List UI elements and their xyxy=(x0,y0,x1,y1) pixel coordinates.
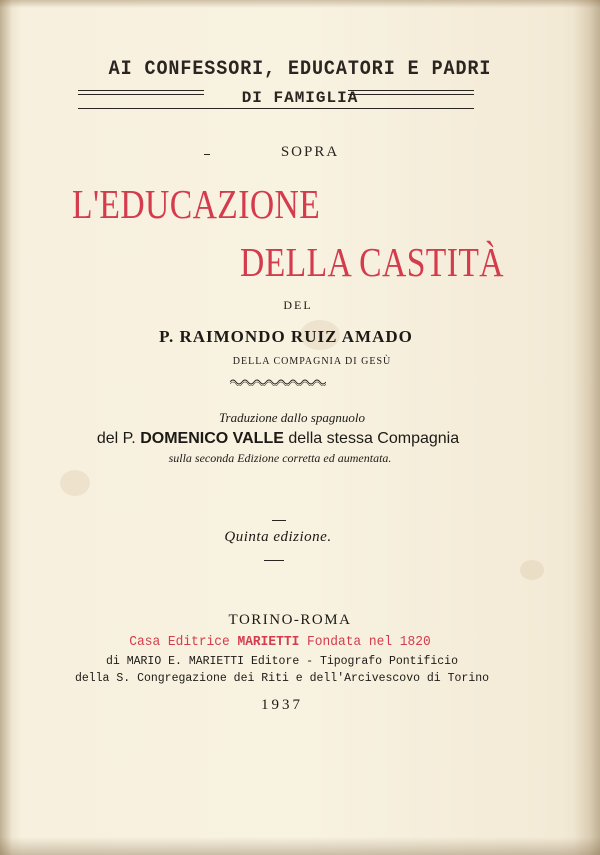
edition-note: sulla seconda Edizione corretta ed aumentata. xyxy=(168,451,392,465)
title-line-1: L'EDUCAZIONE xyxy=(72,181,321,227)
ornament-dash xyxy=(264,560,284,561)
paper-edge-top xyxy=(0,0,600,8)
wavy-rule-ornament xyxy=(230,378,326,386)
publisher-line xyxy=(4,634,556,650)
paper-edge-bottom xyxy=(0,837,600,855)
imprint-city: TORINO-ROMA xyxy=(228,612,352,628)
foxing-spot xyxy=(60,470,90,496)
foxing-spot xyxy=(520,560,544,580)
translator-prefix: del P. xyxy=(96,430,136,447)
del-label: DEL xyxy=(283,298,313,312)
translator-suffix: della stessa Compagnia xyxy=(288,430,460,447)
rule-divider xyxy=(78,108,474,109)
title-line-2: DELLA CASTITÀ xyxy=(240,239,505,285)
sopra-label: SOPRA xyxy=(280,144,340,160)
publication-year: 1937 xyxy=(261,697,303,713)
publisher-name: MARIETTI xyxy=(237,634,300,650)
translator-line xyxy=(0,430,578,448)
author-name: P. RAIMONDO RUIZ AMADO xyxy=(159,327,413,346)
paper-edge-right xyxy=(574,0,600,855)
translator-name: DOMENICO VALLE xyxy=(140,430,284,447)
dedication-line-2: DI FAMIGLIA xyxy=(241,89,359,107)
ornament-dash xyxy=(272,520,286,521)
publisher-suffix: Fondata nel 1820 xyxy=(307,634,431,650)
printer-line-2: della S. Congregazione dei Riti e dell'Arcivescovo di Torino xyxy=(74,672,490,685)
edition-label: Quinta edizione. xyxy=(224,529,332,545)
dedication-line-1: AI CONFESSORI, EDUCATORI E PADRI xyxy=(108,58,492,81)
translation-note: Traduzione dallo spagnuolo xyxy=(219,410,365,425)
printer-line-1: di MARIO E. MARIETTI Editore - Tipografo Pontificio xyxy=(106,655,458,668)
publisher-prefix: Casa Editrice xyxy=(129,634,230,650)
author-affiliation: DELLA COMPAGNIA DI GESÙ xyxy=(232,356,392,367)
paper-edge-left xyxy=(0,0,12,855)
